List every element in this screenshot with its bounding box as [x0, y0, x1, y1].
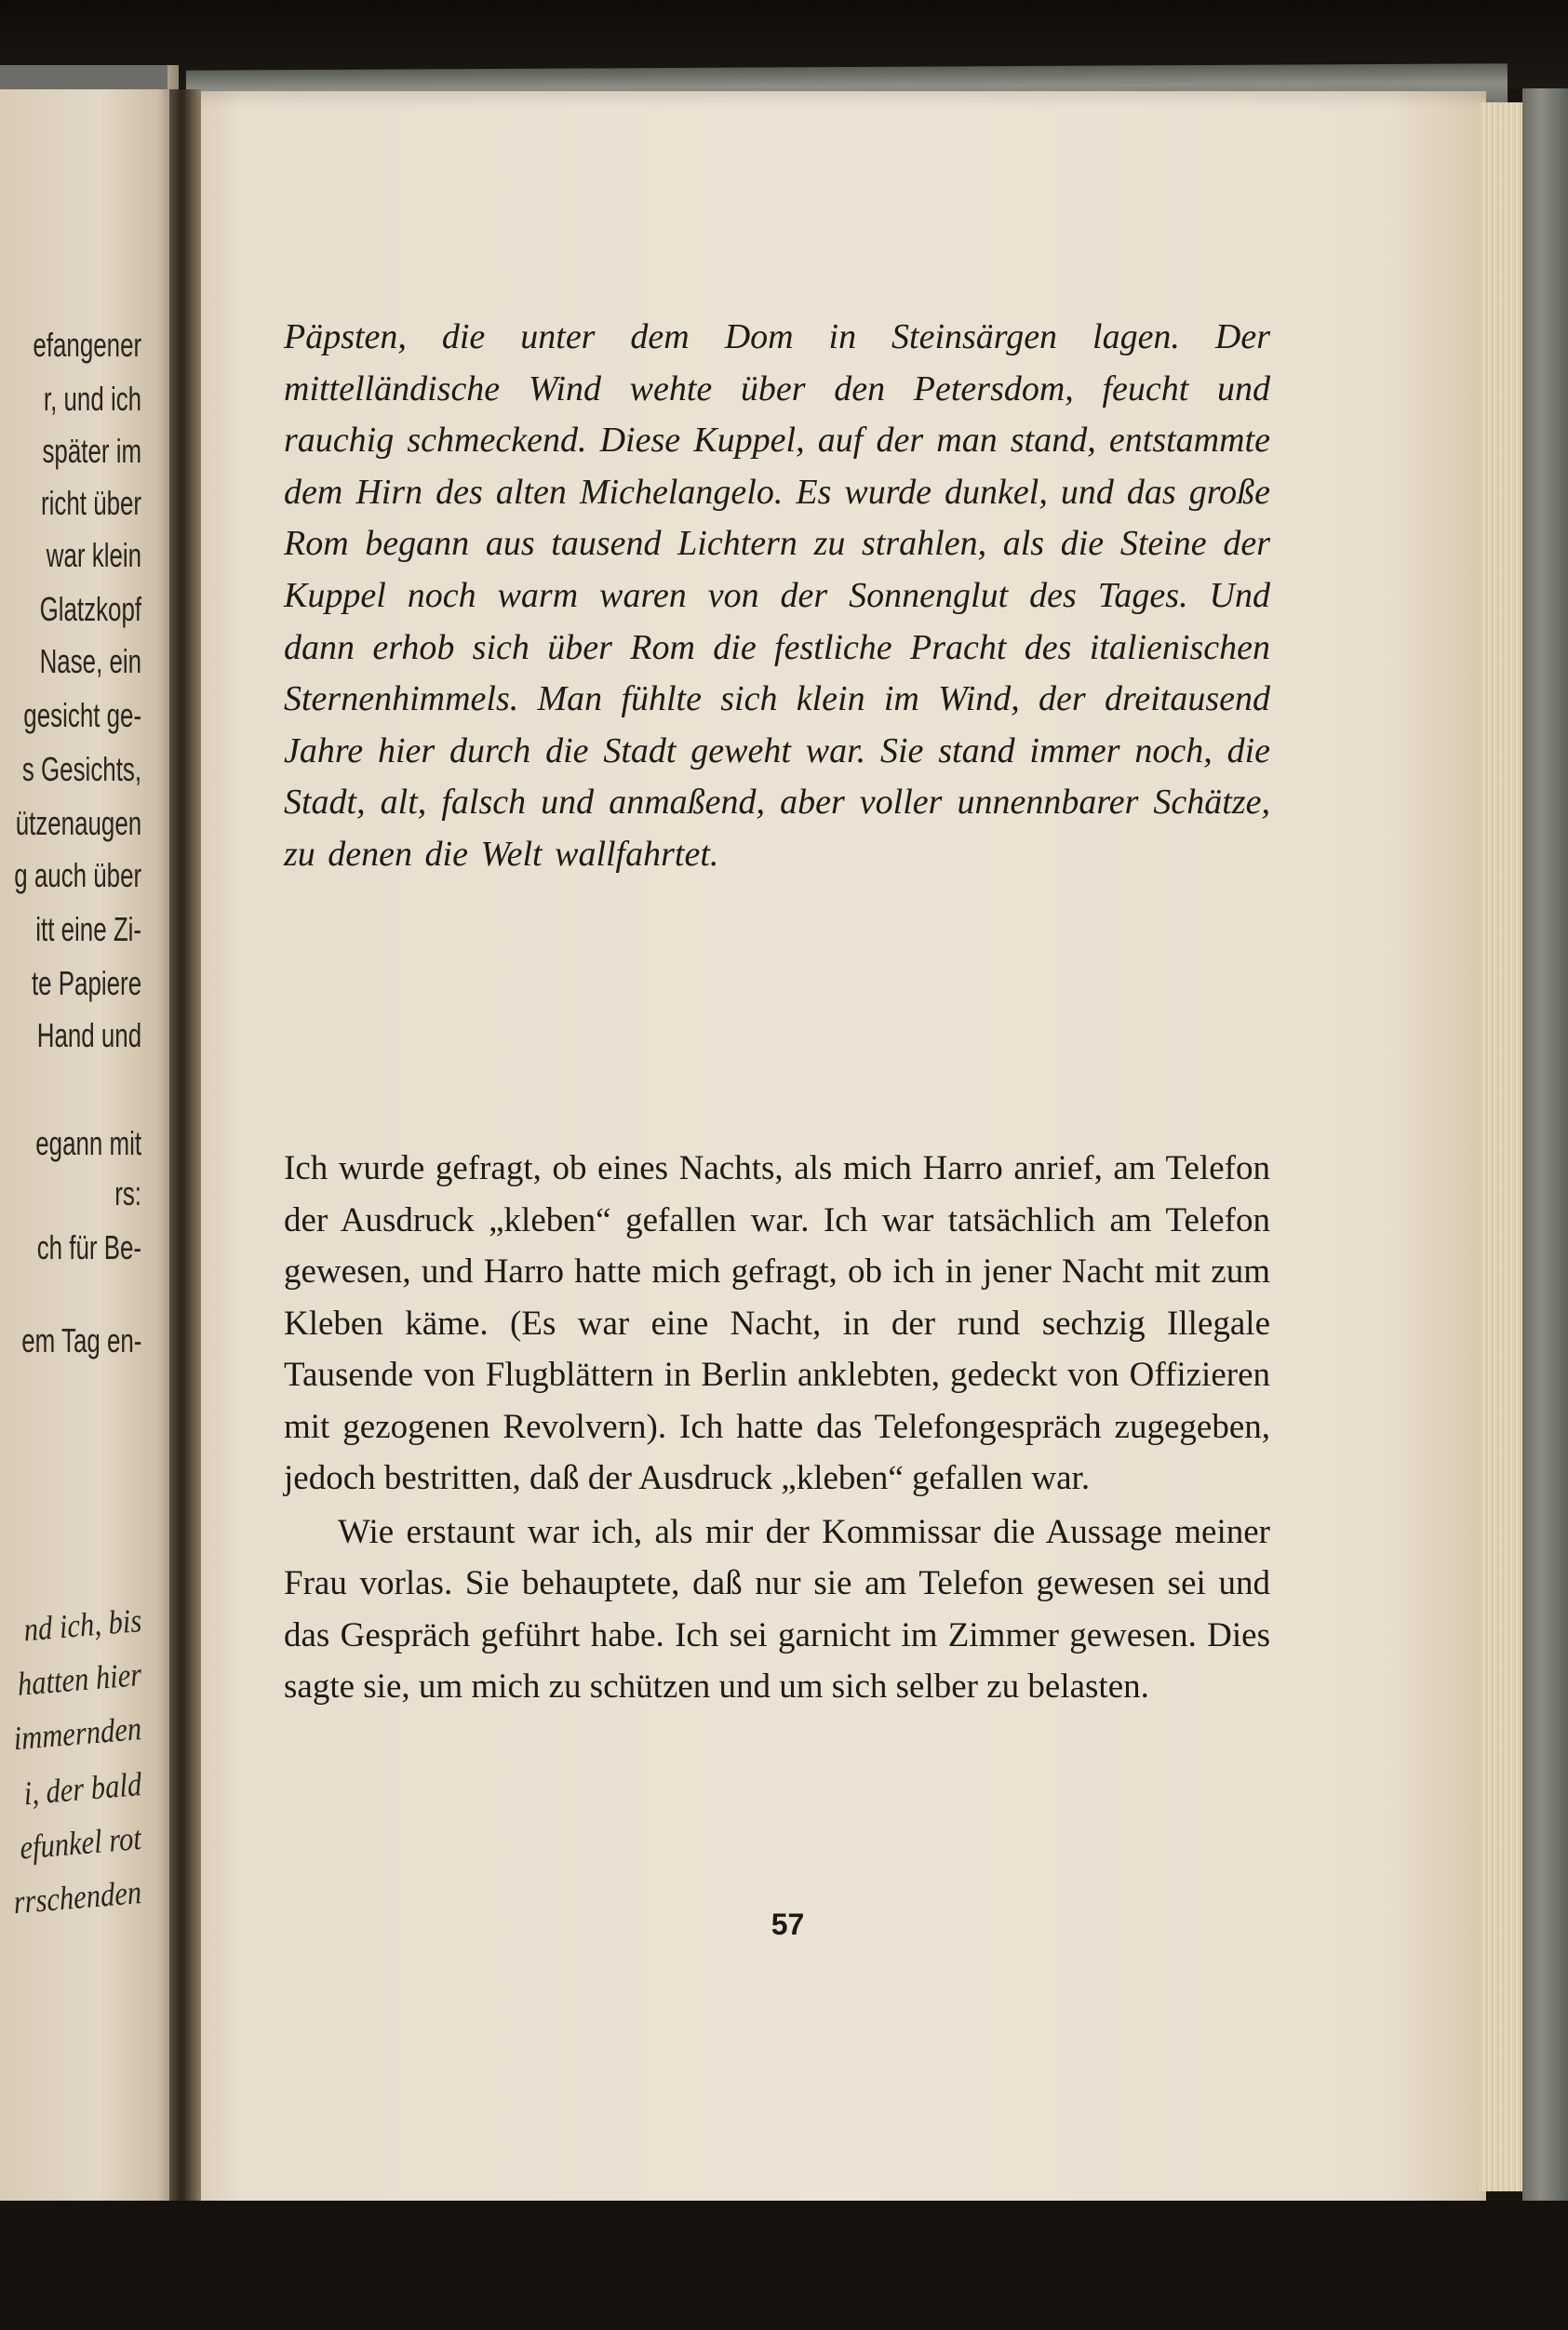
- page-number-container: [0, 1908, 1568, 1942]
- left-page-line: Nase, ein: [39, 642, 141, 680]
- left-page-line: Hand und: [36, 1016, 141, 1054]
- left-page-line: rrschenden: [12, 1873, 143, 1922]
- book-gutter: [169, 89, 201, 2220]
- left-page-line: gesicht ge-: [23, 696, 141, 734]
- background-table: [0, 2201, 1568, 2330]
- left-page-line: später im: [42, 432, 141, 470]
- left-page: [0, 65, 179, 2205]
- left-page-line: s Gesichts,: [21, 750, 141, 788]
- left-page-line: Glatzkopf: [39, 590, 141, 628]
- body-text: [284, 1143, 1270, 1713]
- left-page-line: r, und ich: [43, 380, 141, 418]
- left-page-line: ch für Be-: [36, 1228, 141, 1266]
- left-page-line: em Tag en-: [20, 1321, 141, 1359]
- page-edges: [1480, 102, 1526, 2191]
- left-page-line: efunkel rot: [19, 1819, 143, 1867]
- right-cover-edge: [1522, 88, 1568, 2201]
- italic-paragraph: Päpsten, die unter dem Dom in Steinsärgen lagen. Der mittelländische Wind wehte über den Petersdom, feucht und rauchig schmeckend. Diese Kuppel, auf der man stand, entstammte dem Hirn des alten Michelangelo. Es wurde dunkel, und das große Rom begann aus tausend Lichtern zu strahlen, als die Steine der Kuppel noch warm waren von der Sonnenglut des Tages. Und dann erhob sich über Rom die festliche Pracht des italienischen Sternenhimmels. Man fühlte sich klein im Wind, der dreitausend Jahre hier durch die Stadt geweht war. Sie stand immer noch, die Stadt, alt, falsch und anmaßend, aber voller unnennbarer Schätze, zu denen die Welt wallfahrtet.: [284, 317, 1270, 874]
- left-page-line: egann mit: [35, 1124, 141, 1162]
- left-page-line: richt über: [40, 484, 141, 522]
- left-page-line: immernden: [12, 1709, 143, 1758]
- left-cover-edge: [0, 65, 168, 89]
- page-number: 57: [771, 1908, 805, 1941]
- left-page-line: itt eine Zi-: [35, 910, 141, 948]
- left-page-line: war klein: [46, 536, 141, 574]
- left-page-line: efangener: [33, 326, 141, 364]
- paragraph-1: Ich wurde gefragt, ob eines Nachts, als mich Harro anrief, am Telefon der Ausdruck „kleben“ gefallen war. Ich war tatsächlich am Telefon gewesen, und Harro hatte mich gefragt, ob ich in jener Nacht mit zum Kleben käme. (Es war eine Nacht, in der rund sechzig Illegale Tausende von Flugblättern in Berlin anklebten, gedeckt von Offizieren mit gezogenen Revolvern). Ich hatte das Telefongespräch zugegeben, jedoch bestritten, daß der Ausdruck „kleben“ gefallen war.: [284, 1149, 1270, 1497]
- left-page-line: ützenaugen: [15, 804, 141, 842]
- left-page-line: te Papiere: [31, 964, 141, 1002]
- left-page-line: nd ich, bis: [22, 1601, 143, 1649]
- left-page-line: i, der bald: [22, 1765, 143, 1813]
- left-page-line: g auch über: [14, 856, 141, 894]
- paragraph-2: Wie erstaunt war ich, als mir der Kommissar die Aussage meiner Frau vorlas. Sie behauptete, daß nur sie am Telefon gewesen sei und das Gespräch geführt habe. Ich sei garnicht im Zimmer gewesen. Dies sagte sie, um mich zu schützen und um sich selber zu belasten.: [284, 1512, 1270, 1706]
- left-page-line: rs:: [114, 1174, 141, 1212]
- left-page-line: hatten hier: [16, 1655, 143, 1703]
